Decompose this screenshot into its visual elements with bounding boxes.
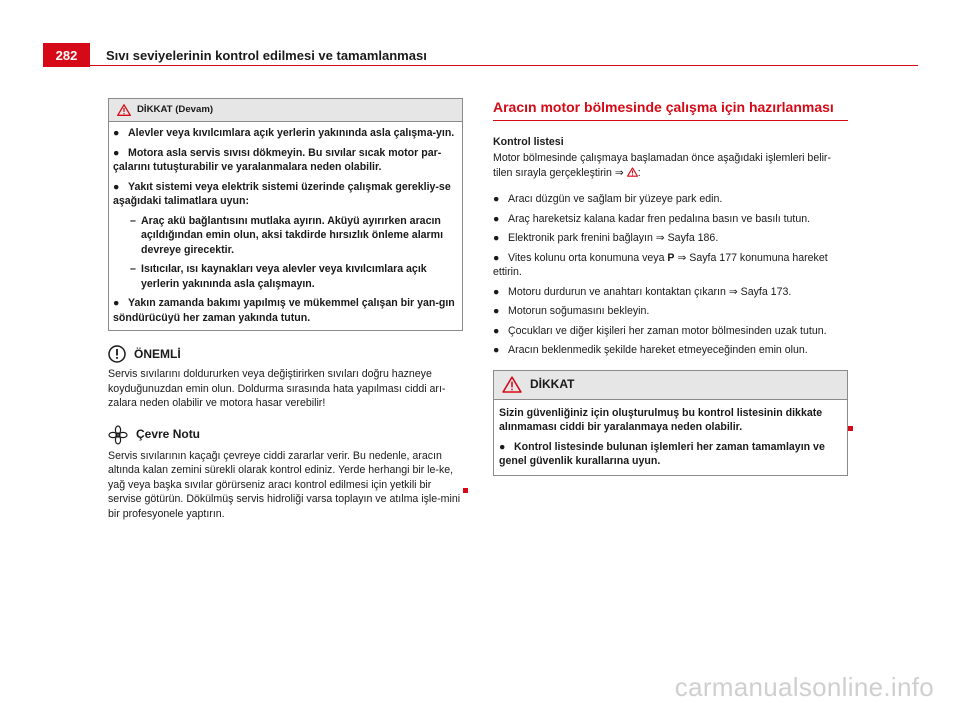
checklist-item: ● Aracı düzgün ve sağlam bir yüzeye park edin.: [493, 193, 723, 205]
sub-list-item: – Araç akü bağlantısını mutlaka ayırın. Aküyü ayırırken aracın açıldığından emin olun, aksi takdirde hırsızlık önleme alarmı devreye girecektir.: [130, 214, 444, 256]
checklist-item: ● Vites kolunu orta konumuna veya P ⇒ Sayfa 177 konumuna hareket ettirin.: [493, 251, 828, 278]
exclamation-circle-icon: [108, 345, 126, 363]
checklist-item: ● Aracın beklenmedik şekilde hareket etmeyeceğinden emin olun.: [493, 344, 808, 356]
environment-note-text: Servis sıvılarının kaçağı çevreye ciddi zararlar verir. Bu nedenle, aracın altında kalan zemini sürekli olarak kontrol ediniz. Yerde herhangi bir le-ke, yağ veya başka sıvılar görürseniz aracı kontrol edilmesi için yetkili bir servise götürün. Dökülmüş servis hidroliği varsa toplayın ve atılma işle-mini bir profesyonele yaptırın.: [108, 449, 461, 520]
warning-triangle-icon: [627, 167, 638, 177]
bullet-dot: ●: [113, 127, 120, 139]
right-column: [493, 100, 848, 476]
warning-box-body: [109, 122, 462, 330]
bullet-dot: ●: [113, 297, 120, 309]
header-divider: [90, 65, 918, 66]
warning-triangle-icon: [117, 104, 131, 116]
warning-triangle-icon: [502, 376, 522, 393]
warning-box-header: [109, 99, 462, 122]
watermark: carmanualsonline.info: [674, 672, 934, 702]
list-item: ● Motora asla servis sıvısı dökmeyin. Bu sıvılar sıcak motor par-çalarını tutuşturabilir ve yaralanmalara neden olabilir.: [113, 146, 442, 173]
important-text: Servis sıvılarını doldururken veya değiştirirken sıvıları doğru hazneye koyduğunuzdan emin olun. Doldurma sırasında hata yapılması ciddi arı-zalara neden olabilir ve motora hasar verebilir!: [108, 368, 446, 409]
important-heading: [108, 345, 463, 363]
checklist-intro: Motor bölmesinde çalışmaya başlamadan önce aşağıdaki işlemleri belir-tilen sırayla gerçekleştirin ⇒ :: [493, 152, 831, 179]
warning-body: [494, 400, 847, 475]
left-column: [108, 98, 463, 521]
warning-box-header: [494, 371, 847, 400]
environment-note-heading: [108, 425, 463, 445]
sub-list-item: – Isıtıcılar, ısı kaynakları veya alevler veya kıvılcımlara açık yerlerin yakınında asla çalışmayın.: [130, 263, 427, 290]
checklist-item: ● Motorun soğumasını bekleyin.: [493, 305, 650, 317]
warning-box: [493, 370, 848, 476]
list-item: ● Kontrol listesinde bulunan işlemleri her zaman tamamlayın ve genel güvenlik kurallarına uyun.: [499, 440, 825, 467]
section-title: Aracın motor bölmesinde çalışma için hazırlanması: [493, 100, 848, 121]
checklist-item: ● Araç hareketsiz kalana kadar fren pedalına basın ve basılı tutun.: [493, 212, 811, 225]
warning-box-title: DİKKAT (Devam): [137, 103, 214, 115]
page-header: [0, 40, 918, 68]
important-title: ÖNEMLİ: [134, 346, 181, 361]
chapter-title: Sıvı seviyelerinin kontrol edilmesi ve tamamlanması: [106, 48, 427, 63]
checklist-item: ● Çocukları ve diğer kişileri her zaman motor bölmesinden uzak tutun.: [493, 324, 827, 337]
flower-icon: [108, 425, 128, 445]
warning-text: Sizin güvenliğiniz için oluşturulmuş bu kontrol listesinin dikkate alınmaması ciddi bir yaralanmaya neden olabilir.: [499, 406, 823, 433]
page-number: 282: [43, 43, 90, 67]
warning-title: DİKKAT: [530, 377, 575, 392]
checklist-item: ● Motoru durdurun ve anahtarı kontaktan çıkarın ⇒ Sayfa 173.: [493, 285, 792, 298]
list-item: ● Yakıt sistemi veya elektrik sistemi üzerinde çalışmak gerekliy-se aşağıdaki talimatlara uyun:: [113, 180, 451, 207]
checklist-subtitle: Kontrol listesi: [493, 135, 564, 148]
bullet-dot: ●: [113, 180, 120, 193]
list-item: ● Yakın zamanda bakımı yapılmış ve mükemmel çalışan bir yan-gın söndürücüyü her zaman yakında tutun.: [113, 297, 455, 324]
gear-position: P: [667, 251, 675, 264]
section-end-marker: [848, 426, 853, 431]
environment-note-title: Çevre Notu: [136, 427, 201, 442]
warning-continued-box: [108, 98, 463, 331]
list-item: ● Alevler veya kıvılcımlara açık yerlerin yakınında asla çalışma-yın.: [113, 127, 455, 139]
section-end-marker: [463, 488, 468, 493]
bullet-dot: ●: [113, 146, 120, 159]
checklist-item: ● Elektronik park frenini bağlayın ⇒ Sayfa 186.: [493, 232, 719, 244]
